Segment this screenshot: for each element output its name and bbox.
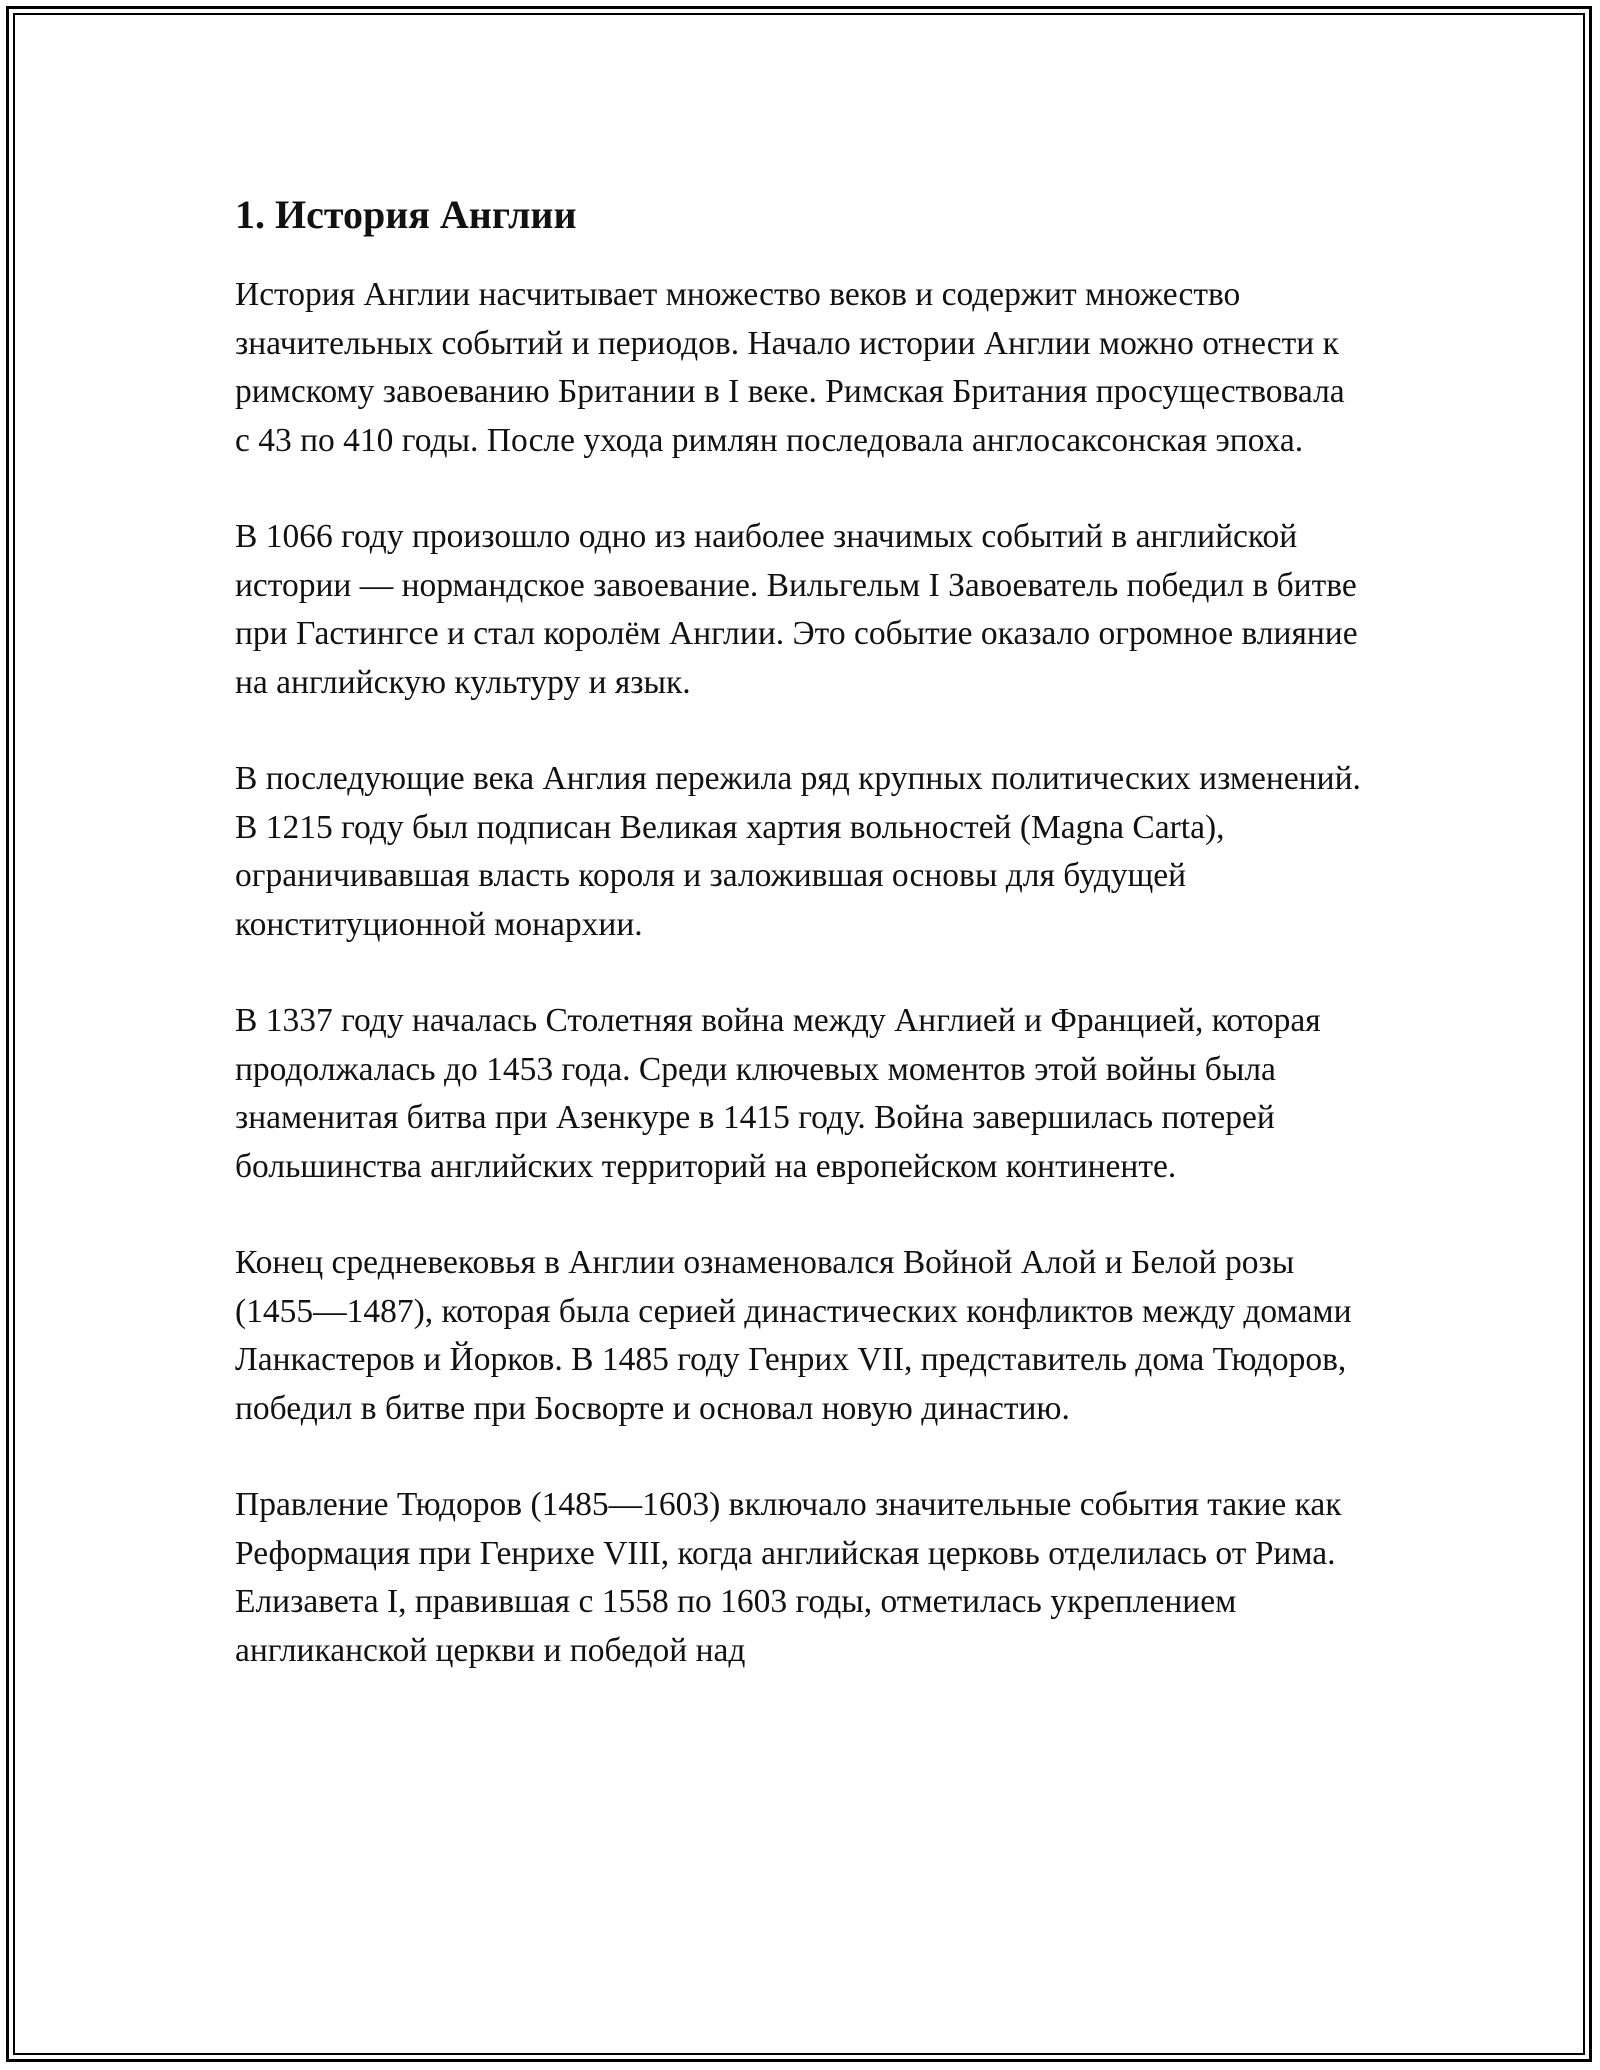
paragraph-roman-britain: История Англии насчитывает множество веков и содержит множество значительных событий и периодов. Начало истории Англии можно отнести к римскому завоеванию Британии в I веке. Римская Британия просуществовала с 43 по 410 годы. После ухода римлян последовала англосаксонская эпоха. — [235, 276, 1345, 459]
paragraph-magna-carta: В последующие века Англия пережила ряд крупных политических изменений. В 1215 году был подписан Великая хартия вольностей (Magna Carta), ограничивавшая власть короля и заложившая основы для будущей конституционной монархии. — [235, 760, 1361, 943]
document-body — [235, 185, 1365, 1723]
paragraph-tudors: Правление Тюдоров (1485—1603) включало значительные события такие как Реформация при Генрихе VIII, когда английская церковь отделилась от Рима. Елизавета I, правившая с 1558 по 1603 годы, отметилась укреплением англиканской церкви и победой над — [235, 1486, 1342, 1669]
paragraph-norman-conquest: В 1066 году произошло одно из наиболее значимых событий в английской истории — нормандское завоевание. Вильгельм I Завоеватель победил в битве при Гастингсе и стал королём Англии. Это событие оказало огромное влияние на английскую культуру и язык. — [235, 518, 1358, 701]
paragraph-hundred-years-war: В 1337 году началась Столетняя война между Англией и Францией, которая продолжалась до 1453 года. Среди ключевых моментов этой войны была знаменитая битва при Азенкуре в 1415 году. Война завершилась потерей большинства английских территорий на европейском континенте. — [235, 1002, 1321, 1185]
paragraph-wars-of-roses: Конец средневековья в Англии ознаменовался Войной Алой и Белой розы (1455—1487), которая была серией династических конфликтов между домами Ланкастеров и Йорков. В 1485 году Генрих VII, представитель дома Тюдоров, победил в битве при Босворте и основал новую династию. — [235, 1244, 1352, 1427]
section-heading: 1. История Англии — [235, 192, 577, 237]
